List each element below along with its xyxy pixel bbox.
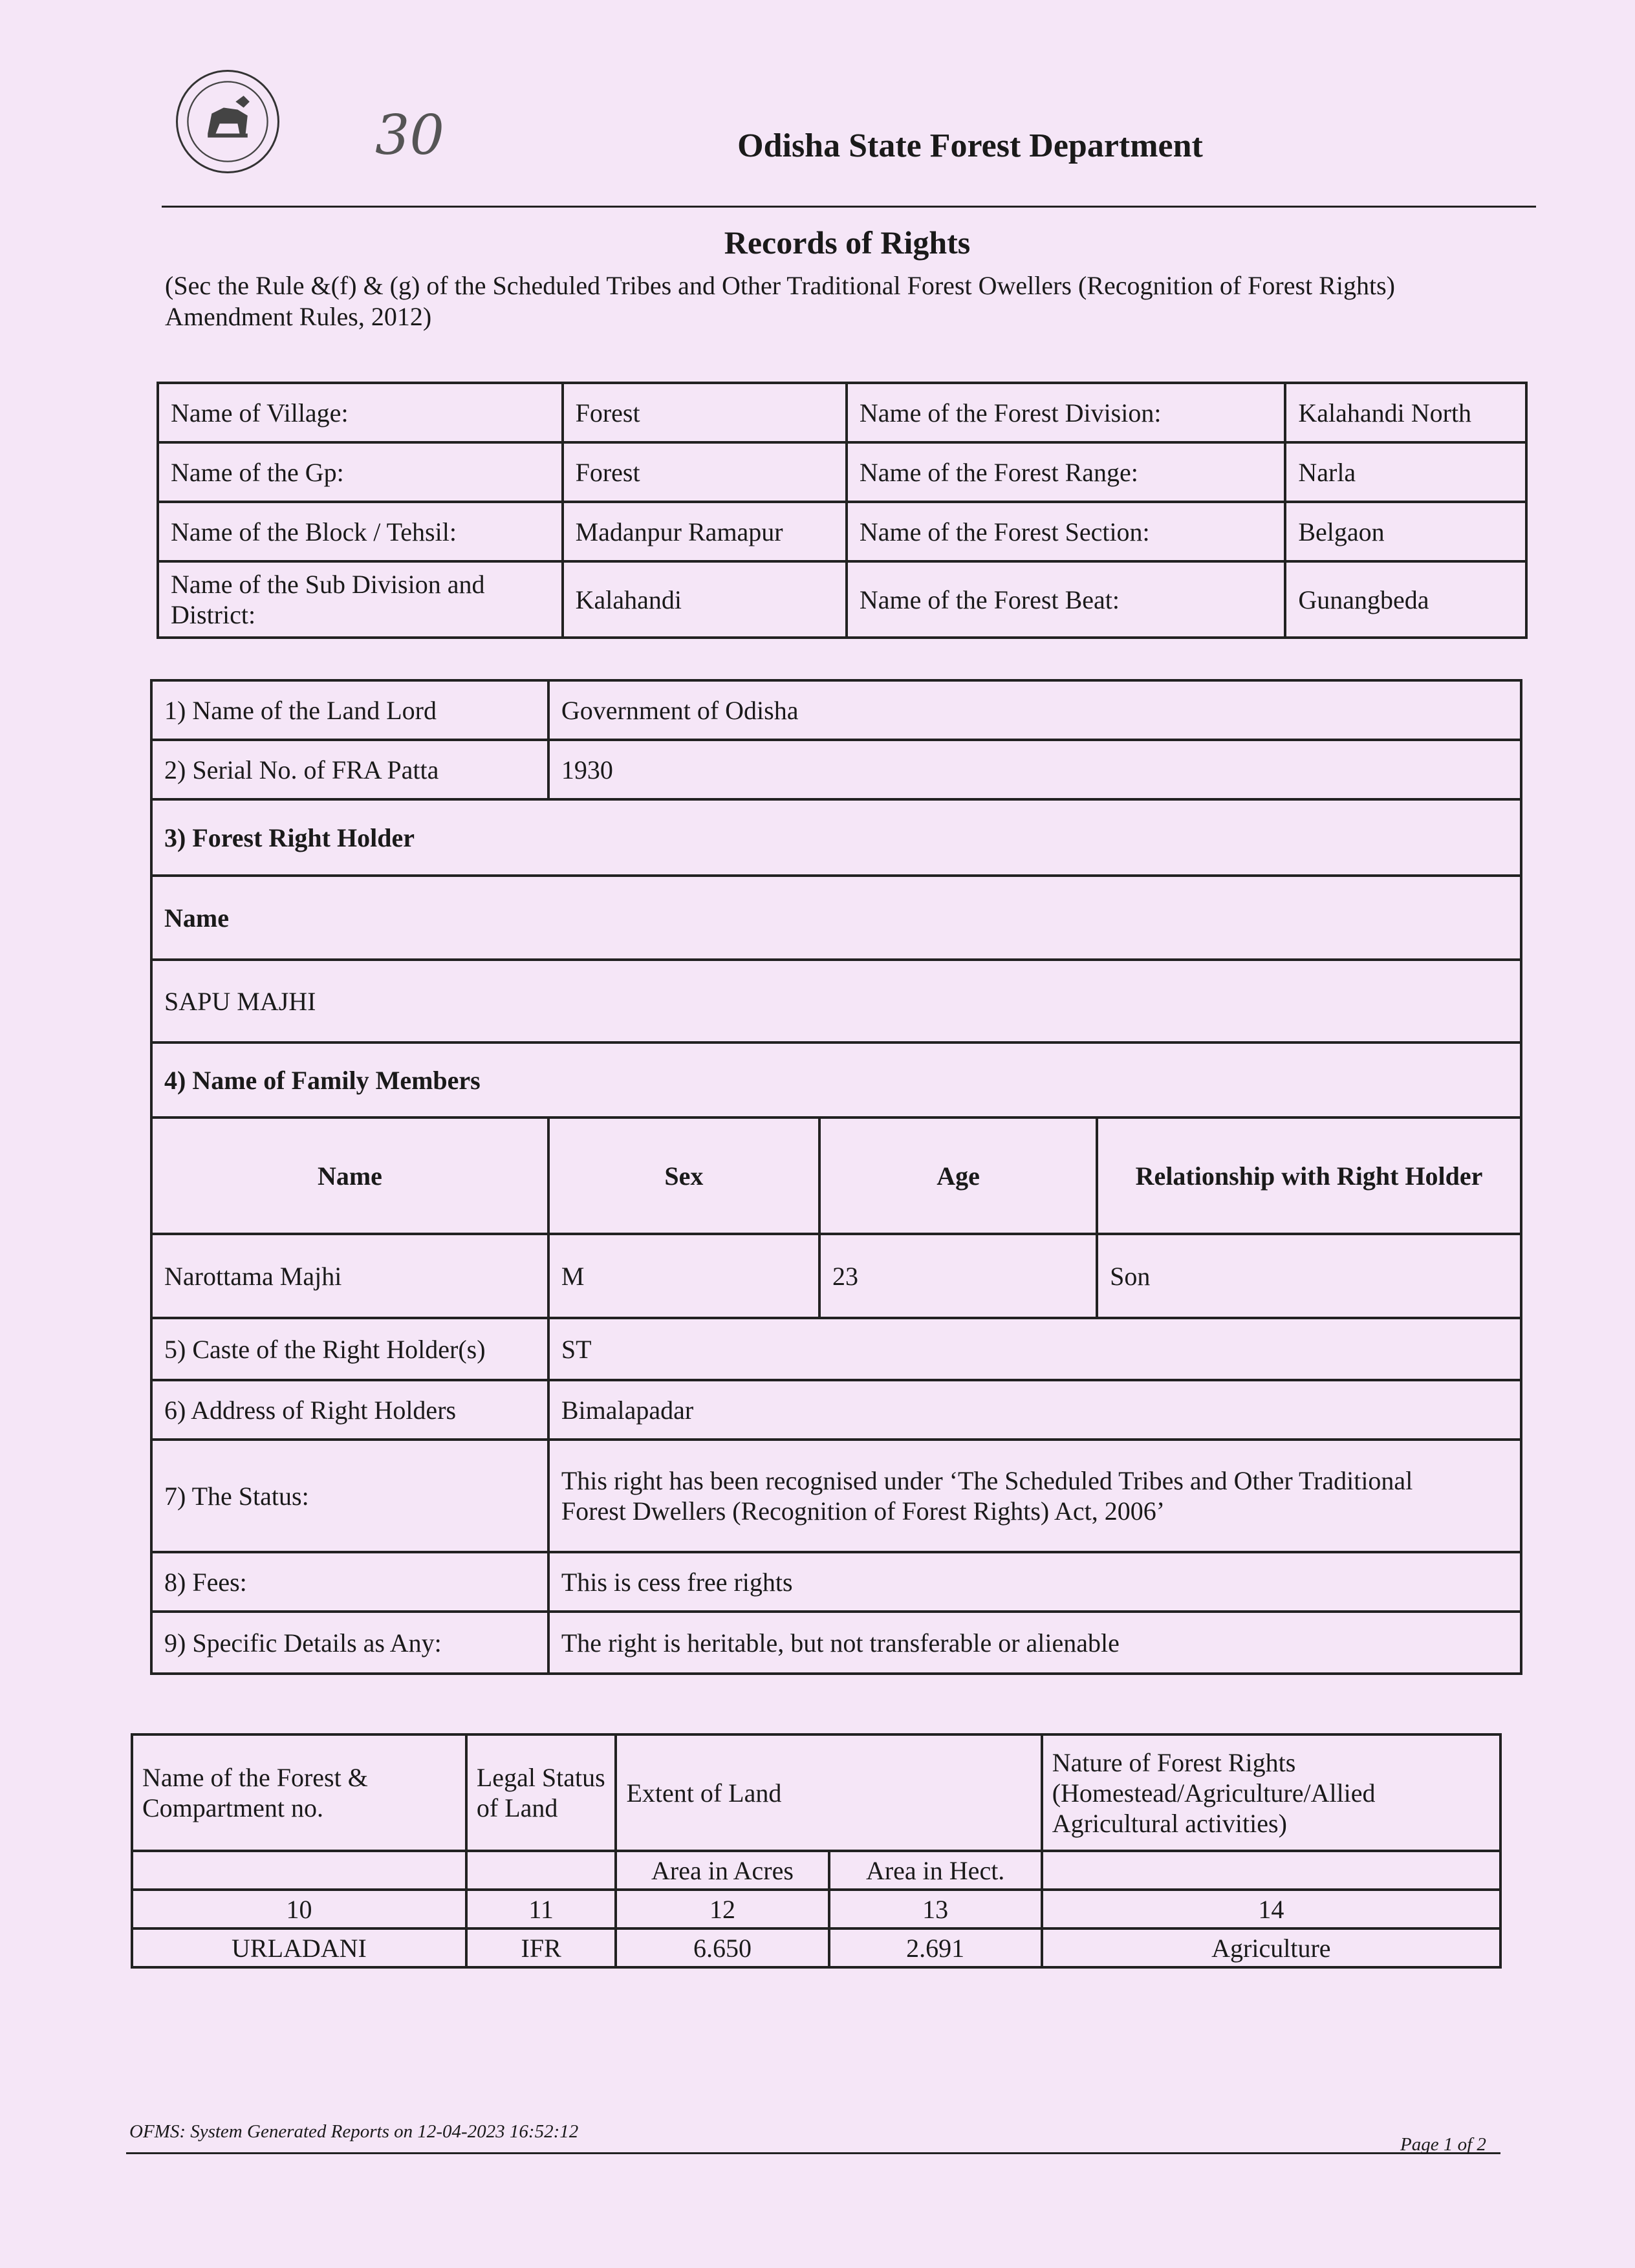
forest-right-holder-heading: 3) Forest Right Holder bbox=[151, 799, 1521, 876]
sub-area-acres: Area in Acres bbox=[616, 1851, 828, 1890]
generated-timestamp: OFMS: System Generated Reports on 12-04-2023 16:52:12 bbox=[129, 2121, 579, 2142]
forest-range-value: Narla bbox=[1285, 442, 1526, 502]
col-extent-of-land: Extent of Land bbox=[616, 1734, 1041, 1851]
family-header-row bbox=[151, 1118, 1521, 1234]
sub-area-hect: Area in Hect. bbox=[829, 1851, 1042, 1890]
record-table bbox=[150, 679, 1522, 1675]
forest-division-label: Name of the Forest Division: bbox=[847, 383, 1285, 442]
land-data-row bbox=[132, 1928, 1500, 1967]
fees-value: This is cess free rights bbox=[548, 1552, 1521, 1612]
header-divider bbox=[162, 206, 1536, 208]
col-legal-status: Legal Status of Land bbox=[466, 1734, 616, 1851]
status-line-1: This right has been recognised under ‘The Scheduled Tribes and Other Traditional bbox=[561, 1466, 1413, 1495]
record-row bbox=[151, 1380, 1521, 1440]
landlord-value: Government of Odisha bbox=[548, 680, 1521, 740]
caste-label: 5) Caste of the Right Holder(s) bbox=[151, 1318, 548, 1380]
record-row bbox=[151, 680, 1521, 740]
record-row bbox=[151, 876, 1521, 960]
record-row bbox=[151, 799, 1521, 876]
land-subheader-row bbox=[132, 1851, 1500, 1890]
col-nature-of-rights: Nature of Forest Rights (Homestead/Agriculture/Allied Agricultural activities) bbox=[1042, 1734, 1500, 1851]
nature-of-rights-value: Agriculture bbox=[1042, 1928, 1500, 1967]
record-row bbox=[151, 960, 1521, 1042]
status-value bbox=[548, 1440, 1521, 1552]
address-value: Bimalapadar bbox=[548, 1380, 1521, 1440]
page-number: Page 1 of 2 bbox=[1400, 2134, 1486, 2155]
serial-value: 1930 bbox=[548, 740, 1521, 799]
gp-value: Forest bbox=[563, 442, 847, 502]
col-number: 12 bbox=[616, 1890, 828, 1928]
status-label: 7) The Status: bbox=[151, 1440, 548, 1552]
block-value: Madanpur Ramapur bbox=[563, 502, 847, 561]
family-member-name: Narottama Majhi bbox=[151, 1234, 548, 1318]
area-hect-value: 2.691 bbox=[829, 1928, 1042, 1967]
gp-label: Name of the Gp: bbox=[158, 442, 563, 502]
address-label: 6) Address of Right Holders bbox=[151, 1380, 548, 1440]
land-header-row bbox=[132, 1734, 1500, 1851]
family-member-sex: M bbox=[548, 1234, 819, 1318]
caste-value: ST bbox=[548, 1318, 1521, 1380]
subdivision-label: Name of the Sub Division and District: bbox=[158, 561, 563, 638]
document-subtitle: (Sec the Rule &(f) & (g) of the Scheduled Tribes and Other Traditional Forest Owellers (Recognition of Forest Rights) Amendment Rules, 2012) bbox=[165, 271, 1395, 331]
department-name: Odisha State Forest Department bbox=[737, 127, 1203, 164]
serial-label: 2) Serial No. of FRA Patta bbox=[151, 740, 548, 799]
document-title: Records of Rights bbox=[724, 224, 971, 261]
family-col-relationship: Relationship with Right Holder bbox=[1097, 1118, 1521, 1234]
forest-range-label: Name of the Forest Range: bbox=[847, 442, 1285, 502]
village-label: Name of Village: bbox=[158, 383, 563, 442]
family-col-name: Name bbox=[151, 1118, 548, 1234]
forest-section-label: Name of the Forest Section: bbox=[847, 502, 1285, 561]
col-number: 13 bbox=[829, 1890, 1042, 1928]
details-value: The right is heritable, but not transferable or alienable bbox=[548, 1612, 1521, 1674]
family-col-sex: Sex bbox=[548, 1118, 819, 1234]
col-forest-compartment: Name of the Forest & Compartment no. bbox=[132, 1734, 466, 1851]
holder-name-value: SAPU MAJHI bbox=[151, 960, 1521, 1042]
forest-section-value: Belgaon bbox=[1285, 502, 1526, 561]
landlord-label: 1) Name of the Land Lord bbox=[151, 680, 548, 740]
holder-name-heading: Name bbox=[151, 876, 1521, 960]
area-acres-value: 6.650 bbox=[616, 1928, 828, 1967]
family-member-relation: Son bbox=[1097, 1234, 1521, 1318]
family-row bbox=[151, 1234, 1521, 1318]
footer-divider bbox=[126, 2152, 1500, 2154]
col-number: 14 bbox=[1042, 1890, 1500, 1928]
col-number: 10 bbox=[132, 1890, 466, 1928]
record-row bbox=[151, 1440, 1521, 1552]
handwritten-page-number: 30 bbox=[375, 103, 444, 167]
forest-compartment-value: URLADANI bbox=[132, 1928, 466, 1967]
family-col-age: Age bbox=[819, 1118, 1097, 1234]
record-row bbox=[151, 1552, 1521, 1612]
details-label: 9) Specific Details as Any: bbox=[151, 1612, 548, 1674]
record-row bbox=[151, 1318, 1521, 1380]
location-table bbox=[157, 382, 1528, 639]
village-value: Forest bbox=[563, 383, 847, 442]
forest-division-value: Kalahandi North bbox=[1285, 383, 1526, 442]
record-row bbox=[151, 1612, 1521, 1674]
location-row bbox=[158, 561, 1526, 638]
col-number: 11 bbox=[466, 1890, 616, 1928]
record-row bbox=[151, 1042, 1521, 1118]
forest-beat-label: Name of the Forest Beat: bbox=[847, 561, 1285, 638]
block-label: Name of the Block / Tehsil: bbox=[158, 502, 563, 561]
land-number-row bbox=[132, 1890, 1500, 1928]
location-row bbox=[158, 502, 1526, 561]
forest-beat-value: Gunangbeda bbox=[1285, 561, 1526, 638]
record-row bbox=[151, 740, 1521, 799]
odisha-emblem-logo bbox=[176, 70, 279, 173]
family-members-heading: 4) Name of Family Members bbox=[151, 1042, 1521, 1118]
status-line-2: Forest Dwellers (Recognition of Forest Rights) Act, 2006’ bbox=[561, 1496, 1165, 1526]
land-table bbox=[131, 1733, 1502, 1969]
fees-label: 8) Fees: bbox=[151, 1552, 548, 1612]
family-member-age: 23 bbox=[819, 1234, 1097, 1318]
location-row bbox=[158, 442, 1526, 502]
legal-status-value: IFR bbox=[466, 1928, 616, 1967]
location-row bbox=[158, 383, 1526, 442]
subdivision-value: Kalahandi bbox=[563, 561, 847, 638]
